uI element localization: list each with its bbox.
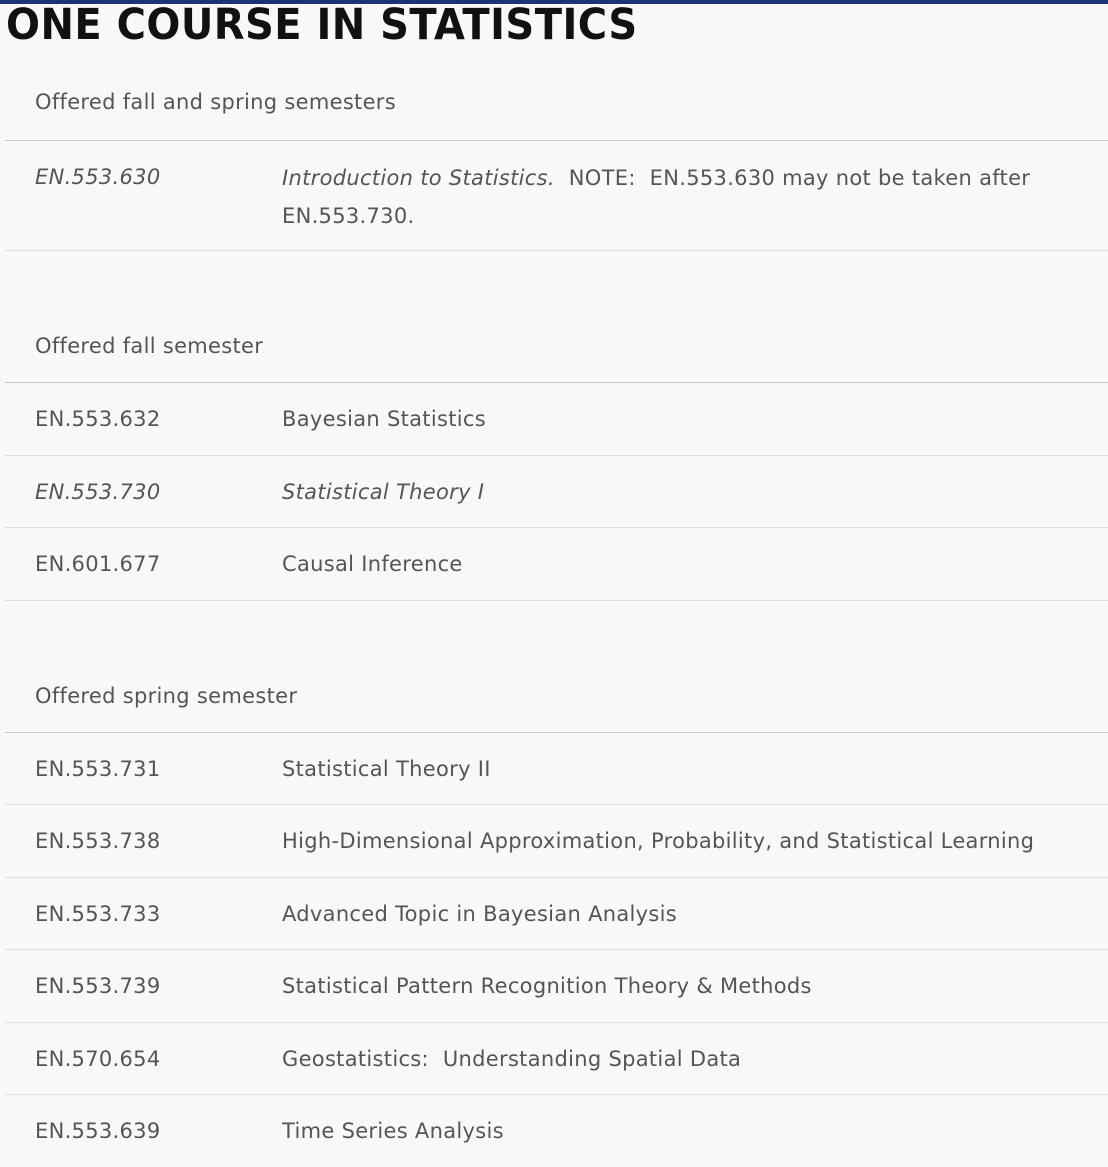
course-code: EN.601.677 (35, 552, 161, 576)
section-heading-spring (5, 672, 1108, 733)
course-title: Statistical Theory II (282, 757, 491, 781)
course-row (5, 1095, 1108, 1167)
course-title: Causal Inference (282, 552, 463, 576)
section-heading-fall-spring (5, 80, 1108, 141)
course-row (5, 733, 1108, 805)
course-title: Bayesian Statistics (282, 407, 486, 431)
section-heading-fall (5, 322, 1108, 383)
course-code: EN.553.730 (35, 480, 161, 504)
course-row (5, 456, 1108, 528)
course-title: Advanced Topic in Bayesian Analysis (282, 902, 677, 926)
page-title: ONE COURSE IN STATISTICS (6, 0, 638, 50)
course-title: Geostatistics: Understanding Spatial Data (282, 1047, 742, 1071)
course-row (5, 878, 1108, 950)
course-code: EN.553.731 (35, 757, 161, 781)
course-row (5, 528, 1108, 601)
course-row (5, 805, 1108, 878)
course-code: EN.553.639 (35, 1119, 161, 1143)
section-heading-label: Offered fall and spring semesters (35, 90, 396, 114)
course-title: Introduction to Statistics. (282, 166, 555, 190)
course-code: EN.553.632 (35, 407, 161, 431)
course-title: Time Series Analysis (282, 1119, 504, 1143)
course-code: EN.553.738 (35, 829, 161, 853)
course-row (5, 1023, 1108, 1095)
section-heading-label: Offered fall semester (35, 334, 264, 358)
course-row (5, 141, 1108, 251)
course-title: Statistical Theory I (282, 480, 485, 504)
course-row (5, 950, 1108, 1023)
course-code: EN.553.739 (35, 974, 161, 998)
course-code: EN.553.630 (35, 165, 161, 189)
course-code: EN.553.733 (35, 902, 161, 926)
course-row (5, 383, 1108, 456)
section-heading-label: Offered spring semester (35, 684, 298, 708)
course-description (282, 159, 1082, 235)
course-note: NOTE: EN.553.630 may not be taken after EN.553.730. (282, 166, 1038, 228)
course-title: Statistical Pattern Recognition Theory & Methods (282, 974, 812, 998)
course-title: High-Dimensional Approximation, Probability, and Statistical Learning (282, 829, 1035, 853)
course-code: EN.570.654 (35, 1047, 161, 1071)
